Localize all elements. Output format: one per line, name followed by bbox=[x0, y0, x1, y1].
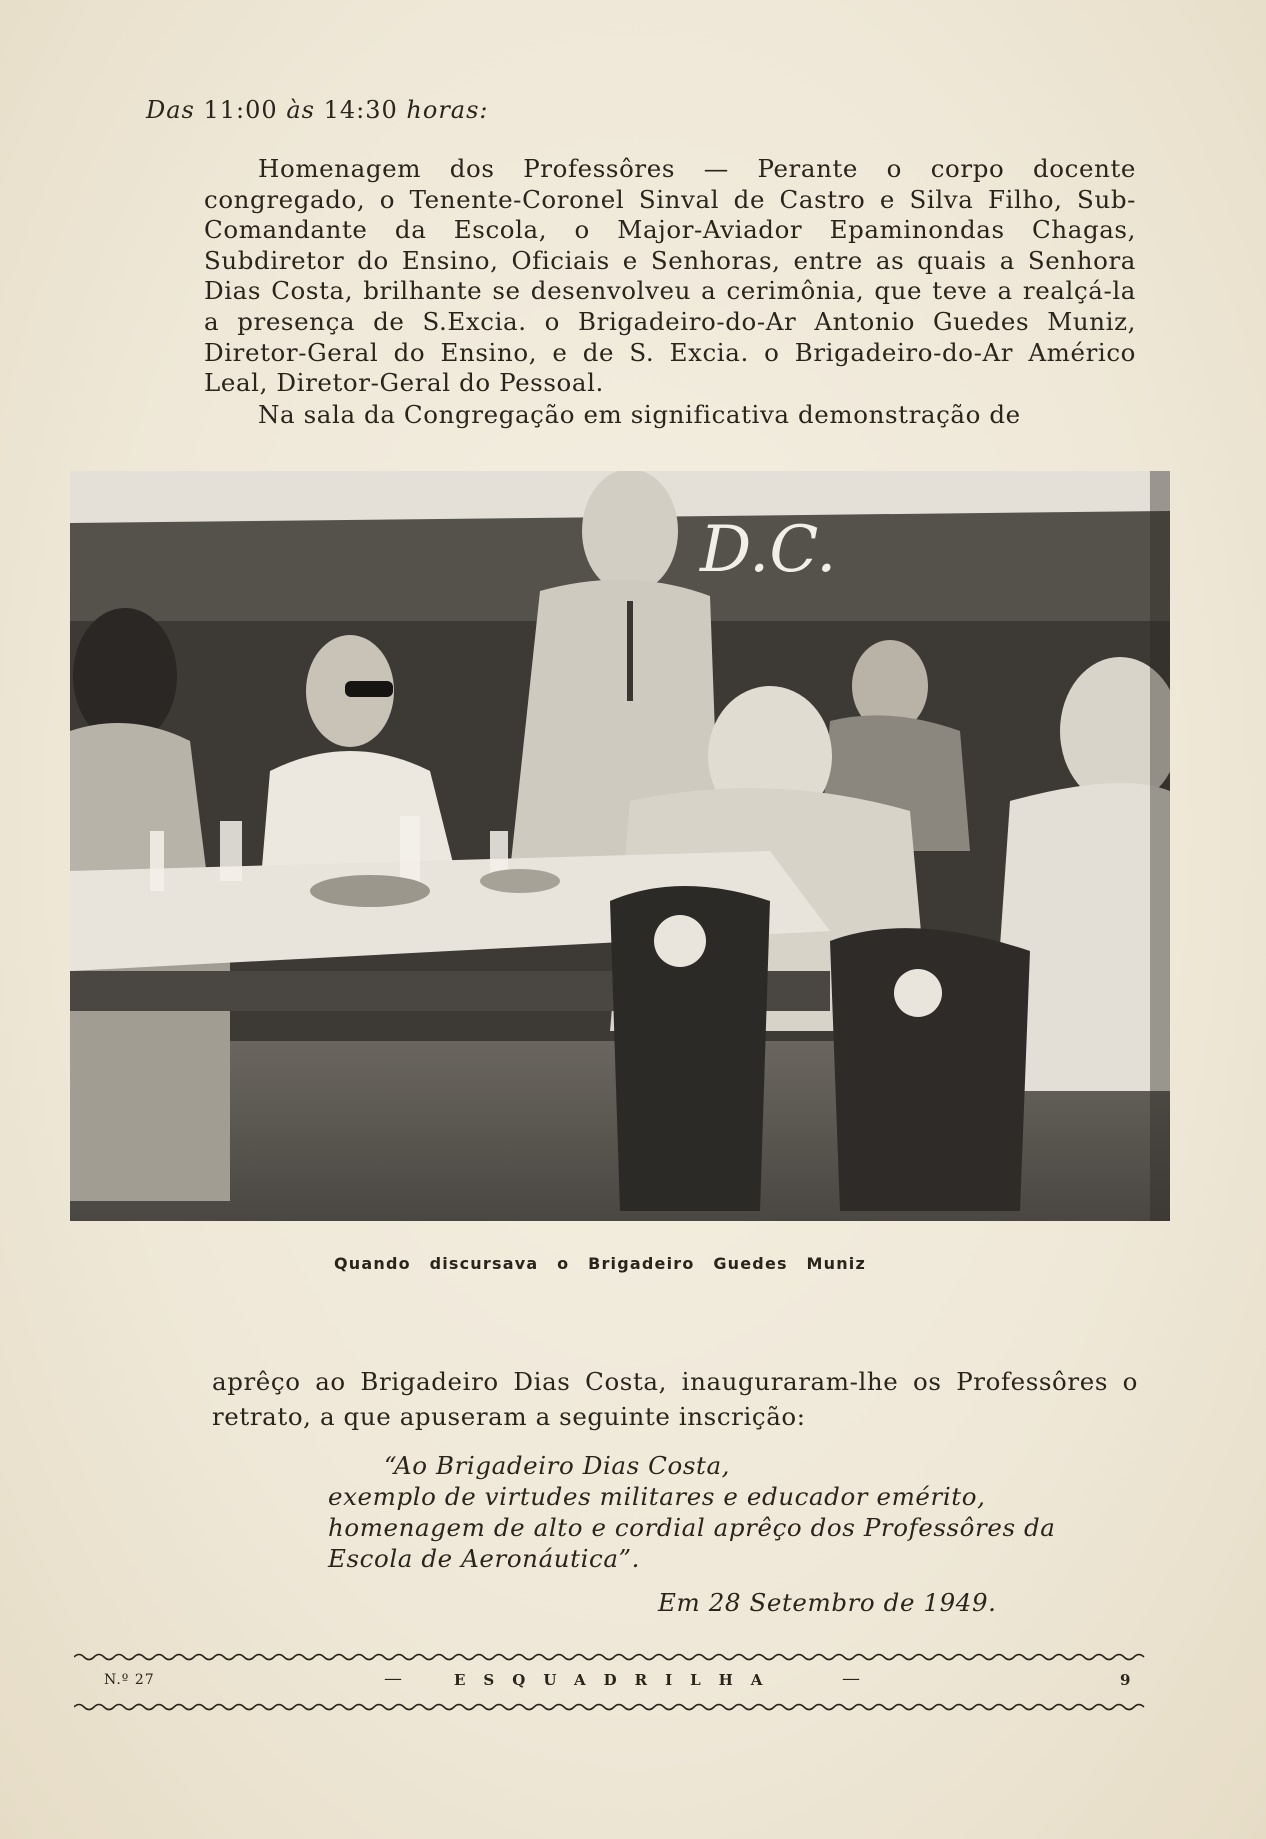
portrait-inscription bbox=[328, 1450, 1148, 1574]
inscription-line: Escola de Aeronáutica”. bbox=[328, 1544, 641, 1573]
paragraph-congregation-start: Na sala da Congregação em significativa demonstração de bbox=[258, 400, 1021, 429]
ceremony-photo bbox=[70, 471, 1170, 1221]
issue-number: N.º 27 bbox=[104, 1672, 155, 1688]
footer-rule-top bbox=[74, 1652, 1154, 1662]
magazine-title: ESQUADRILHA bbox=[454, 1671, 781, 1689]
heading-prefix: Das bbox=[146, 96, 195, 124]
time-heading bbox=[146, 96, 489, 124]
page-number: 9 bbox=[1120, 1671, 1131, 1689]
footer-dash-left: — bbox=[384, 1668, 402, 1689]
heading-connector: às bbox=[286, 96, 315, 124]
photo-illustration bbox=[70, 471, 1170, 1221]
inscription-line: homenagem de alto e cordial aprêço dos Professôres da bbox=[328, 1513, 1056, 1542]
heading-suffix: horas: bbox=[406, 96, 489, 124]
wall-lettering: D.C. bbox=[700, 513, 837, 587]
inscription-line: exemplo de virtudes militares e educador emérito, bbox=[328, 1482, 986, 1511]
heading-time-end: 14:30 bbox=[323, 96, 398, 124]
paragraph-homage: Homenagem dos Professôres — Perante o corpo docente congregado, o Tenente-Coronel Sinval de Castro e Silva Filho, Sub-Comandante da Escola, o Major-Aviador Epaminondas Chagas, Subdiretor do Ensino, Oficiais e Senhoras, entre as quais a Senhora Dias Costa, brilhante se desenvolveu a cerimônia, que teve a realçá-la a presença de S.Excia. o Brigadeiro-do-Ar Antonio Guedes Muniz, Diretor-Geral do Ensino, e de S. Excia. o Brigadeiro-do-Ar Américo Leal, Diretor-Geral do Pessoal. bbox=[204, 154, 1136, 398]
heading-time-start: 11:00 bbox=[203, 96, 278, 124]
inscription-line: “Ao Brigadeiro Dias Costa, bbox=[384, 1451, 731, 1480]
footer-dash-right: — bbox=[842, 1668, 860, 1689]
footer-rule-bottom bbox=[74, 1702, 1154, 1712]
paragraph-congregation-continued: aprêço ao Brigadeiro Dias Costa, inauguraram-lhe os Professôres o retrato, a que apuseram a seguinte inscrição: bbox=[212, 1367, 1138, 1431]
inscription-date: Em 28 Setembro de 1949. bbox=[658, 1588, 997, 1617]
photo-caption: Quando discursava o Brigadeiro Guedes Muniz bbox=[333, 1254, 867, 1273]
page-footer bbox=[74, 1652, 1154, 1714]
